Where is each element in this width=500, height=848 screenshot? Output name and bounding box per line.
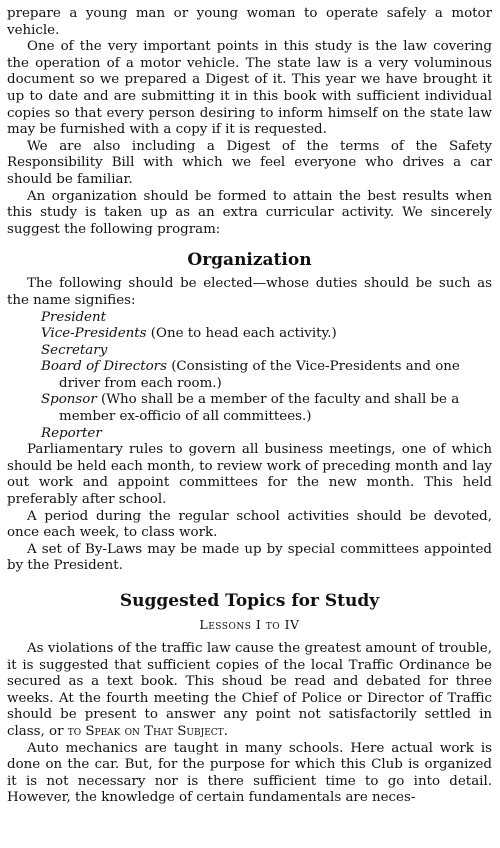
- paragraph-elected: The following should be elected—whose duties should be such as the name signifies:: [7, 276, 492, 308]
- office-desc: (Consisting of the Vice-Presidents and one driver from each room.): [59, 359, 460, 391]
- office-title: Reporter: [41, 425, 102, 441]
- heading-organization: Organization: [187, 250, 312, 271]
- office-item: [7, 392, 492, 425]
- heading-suggested-topics: Suggested Topics for Study: [119, 591, 380, 611]
- paragraph-traffic-law-text: As violations of the traffic law cause the greatest amount of trouble, it is suggested that sufficient copies of the local Traffic Ordinance be secured as a text book. This shoud be read and debated for three weeks. At the fourth meeting the Chief of Police or Director of Traffic should be present to answer any point not satisfactorily settled in class, or: [7, 641, 492, 739]
- office-title: Board of Directors: [41, 359, 167, 375]
- paragraph-continuation: prepare a young man or young woman to operate safely a motor vehicle.: [7, 6, 492, 38]
- office-item: [7, 359, 492, 392]
- paragraph-bylaws: A set of By-Laws may be made up by special committees appointed by the President.: [7, 541, 492, 574]
- office-item: [7, 326, 492, 343]
- office-item: [7, 426, 492, 443]
- paragraph-organization-intro: An organization should be formed to attain the best results when this study is taken up as an extra curricular activity. We sincerely suggest the following program:: [7, 188, 492, 237]
- paragraph-parliamentary: Parliamentary rules to govern all business meetings, one of which should be held each month, to review work of preceding month and lay out work and appoint committees for the new month. This held preferably after school.: [7, 442, 492, 508]
- office-item: [7, 343, 492, 360]
- office-item: [7, 310, 492, 327]
- office-desc: (Who shall be a member of the faculty and shall be a member ex-officio of all committees.): [59, 392, 460, 425]
- office-title: Secretary: [41, 342, 108, 358]
- paragraph-safety-bill: We are also including a Digest of the terms of the Safety Responsibility Bill with which we feel everyone who drives a car should be familiar.: [7, 138, 492, 187]
- office-title: Vice-Presidents: [41, 326, 147, 342]
- subheading-lessons: Lessons I to IV: [199, 617, 300, 632]
- office-desc: (One to head each activity.): [146, 326, 337, 342]
- paragraph-auto-mechanics: Auto mechanics are taught in many schools. Here actual work is done on the car. But, for the purpose for which this Club is organized it is not necessary nor is there sufficient time to go into detail. However, the knowledge of certain fundamentals are neces-: [7, 740, 492, 806]
- offices-list: [7, 310, 492, 443]
- office-title: President: [41, 309, 106, 325]
- paragraph-state-law: One of the very important points in this study is the law covering the operation of a motor vehicle. The state law is a very voluminous document so we prepared a Digest of it. This year we have brought it up to date and are submitting it in this book with sufficient individual copies so that every person desiring to inform himself on the state law may be furnished with a copy if it is requested.: [7, 39, 492, 138]
- office-title: Sponsor: [41, 392, 97, 408]
- paragraph-period: A period during the regular school activities should be devoted, once each week, to class work.: [7, 508, 492, 541]
- paragraph-traffic-law: [7, 641, 492, 741]
- paragraph-traffic-law-smallcaps: to Speak on That Subject.: [67, 723, 228, 739]
